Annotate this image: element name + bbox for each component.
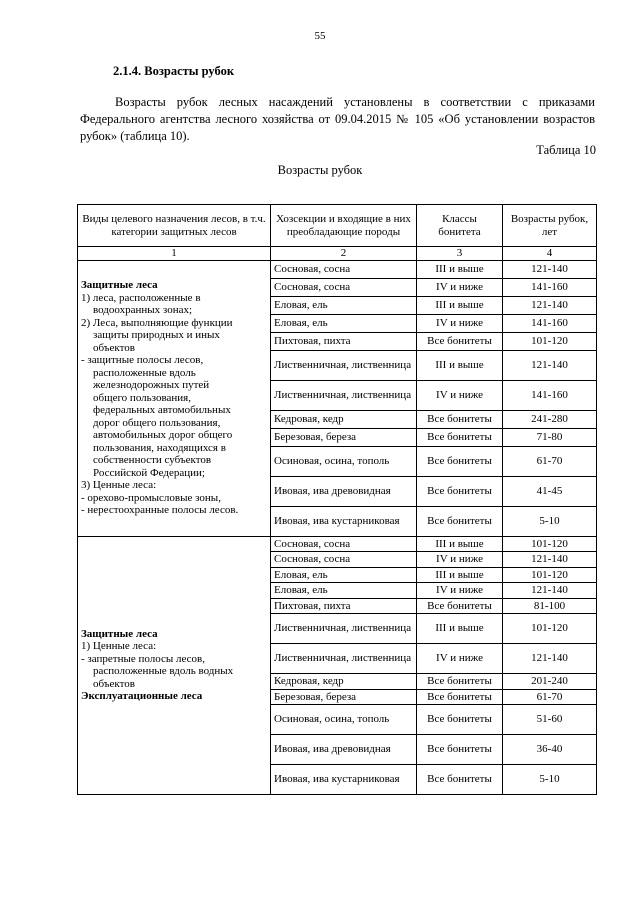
- cutting-age-cell: 101-120: [503, 567, 597, 583]
- column-number: 4: [503, 247, 597, 261]
- species-cell: Еловая, ель: [271, 314, 417, 332]
- header-site-class: Классы бонитета: [417, 205, 503, 247]
- category-item: 1) Ценные леса:: [81, 640, 157, 653]
- column-number: 3: [417, 247, 503, 261]
- site-class-cell: Все бонитеты: [417, 765, 503, 795]
- cutting-age-cell: 51-60: [503, 705, 597, 735]
- site-class-cell: III и выше: [417, 350, 503, 380]
- cutting-age-cell: 81-100: [503, 598, 597, 614]
- cutting-age-cell: 101-120: [503, 614, 597, 644]
- cutting-age-cell: 36-40: [503, 735, 597, 765]
- group2-rows: [78, 536, 597, 795]
- category-item: - защитные полосы лесов,: [81, 354, 204, 367]
- cutting-age-cell: 61-70: [503, 689, 597, 705]
- cutting-age-cell: 121-140: [503, 350, 597, 380]
- species-cell: Сосновая, сосна: [271, 536, 417, 552]
- cutting-ages-table: [77, 204, 597, 795]
- category-item: водоохранных зонах;: [93, 304, 193, 317]
- category-title: Защитные леса: [81, 279, 158, 292]
- category-item: расположенные вдоль водных: [93, 665, 234, 678]
- cutting-age-cell: 141-160: [503, 380, 597, 410]
- species-cell: Кедровая, кедр: [271, 674, 417, 690]
- species-cell: Ивовая, ива кустарниковая: [271, 765, 417, 795]
- species-cell: Лиственничная, лиственница: [271, 644, 417, 674]
- header-species-sections: Хозсекции и входящие в них преобладающие породы: [271, 205, 417, 247]
- site-class-cell: Все бонитеты: [417, 446, 503, 476]
- cutting-age-cell: 101-120: [503, 536, 597, 552]
- species-cell: Ивовая, ива древовидная: [271, 735, 417, 765]
- forest-category-cell: [78, 260, 271, 536]
- category-item: федеральных автомобильных: [93, 404, 231, 417]
- category-item: общего пользования,: [93, 391, 191, 404]
- table-row: [78, 536, 597, 552]
- site-class-cell: IV и ниже: [417, 583, 503, 599]
- forest-category-cell: [78, 536, 271, 795]
- species-cell: Лиственничная, лиственница: [271, 350, 417, 380]
- category-item: 2) Леса, выполняющие функции: [81, 316, 233, 329]
- site-class-cell: Все бонитеты: [417, 674, 503, 690]
- category-item: расположенные вдоль: [93, 366, 196, 379]
- cutting-age-cell: 241-280: [503, 410, 597, 428]
- cutting-age-cell: 101-120: [503, 332, 597, 350]
- cutting-age-cell: 141-160: [503, 314, 597, 332]
- site-class-cell: III и выше: [417, 536, 503, 552]
- cutting-age-cell: 141-160: [503, 278, 597, 296]
- cutting-age-cell: 5-10: [503, 765, 597, 795]
- species-cell: Сосновая, сосна: [271, 278, 417, 296]
- page-number: 55: [314, 30, 326, 42]
- site-class-cell: IV и ниже: [417, 552, 503, 568]
- species-cell: Лиственничная, лиственница: [271, 380, 417, 410]
- category-item: Российской Федерации;: [93, 466, 205, 479]
- site-class-cell: IV и ниже: [417, 644, 503, 674]
- cutting-age-cell: 71-80: [503, 428, 597, 446]
- category-title: Эксплуатационные леса: [81, 690, 203, 703]
- site-class-cell: IV и ниже: [417, 314, 503, 332]
- site-class-cell: Все бонитеты: [417, 476, 503, 506]
- species-cell: Еловая, ель: [271, 583, 417, 599]
- cutting-age-cell: 201-240: [503, 674, 597, 690]
- species-cell: Сосновая, сосна: [271, 260, 417, 278]
- table-row: [78, 260, 597, 278]
- species-cell: Пихтовая, пихта: [271, 332, 417, 350]
- table-number: Таблица 10: [536, 143, 596, 157]
- table-caption: Возрасты рубок: [277, 163, 363, 177]
- species-cell: Еловая, ель: [271, 567, 417, 583]
- header-forest-purpose: Виды целевого назначения лесов, в т.ч. категории защитных лесов: [78, 205, 271, 247]
- cutting-age-cell: 41-45: [503, 476, 597, 506]
- category-item: объектов: [93, 341, 135, 354]
- species-cell: Березовая, береза: [271, 428, 417, 446]
- site-class-cell: Все бонитеты: [417, 506, 503, 536]
- cutting-age-cell: 5-10: [503, 506, 597, 536]
- category-item: - запретные полосы лесов,: [81, 652, 205, 665]
- site-class-cell: Все бонитеты: [417, 598, 503, 614]
- column-number: 2: [271, 247, 417, 261]
- cutting-age-cell: 121-140: [503, 644, 597, 674]
- species-cell: Сосновая, сосна: [271, 552, 417, 568]
- category-item: 1) леса, расположенные в: [81, 291, 201, 304]
- category-title: Защитные леса: [81, 627, 158, 640]
- species-cell: Пихтовая, пихта: [271, 598, 417, 614]
- site-class-cell: Все бонитеты: [417, 735, 503, 765]
- cutting-age-cell: 121-140: [503, 260, 597, 278]
- category-item: объектов: [93, 677, 135, 690]
- intro-paragraph: Возрасты рубок лесных насаждений установлены в соответствии с приказами Федерального агентства лесного хозяйства от 09.04.2015 № 105 «Об установлении возрастов рубок» (таблица 10).: [80, 95, 595, 143]
- species-cell: Лиственничная, лиственница: [271, 614, 417, 644]
- site-class-cell: Все бонитеты: [417, 705, 503, 735]
- category-item: защиты природных и иных: [93, 329, 220, 342]
- species-cell: Еловая, ель: [271, 296, 417, 314]
- cutting-age-cell: 121-140: [503, 296, 597, 314]
- species-cell: Осиновая, осина, тополь: [271, 446, 417, 476]
- site-class-cell: IV и ниже: [417, 278, 503, 296]
- species-cell: Березовая, береза: [271, 689, 417, 705]
- site-class-cell: III и выше: [417, 260, 503, 278]
- site-class-cell: Все бонитеты: [417, 332, 503, 350]
- site-class-cell: III и выше: [417, 296, 503, 314]
- cutting-age-cell: 121-140: [503, 552, 597, 568]
- group1-rows: [78, 260, 597, 536]
- species-cell: Кедровая, кедр: [271, 410, 417, 428]
- category-item: пользования, находящихся в: [93, 441, 226, 454]
- category-item: железнодорожных путей: [93, 379, 210, 392]
- section-heading: 2.1.4. Возрасты рубок: [113, 64, 235, 78]
- species-cell: Осиновая, осина, тополь: [271, 705, 417, 735]
- site-class-cell: IV и ниже: [417, 380, 503, 410]
- column-number: 1: [78, 247, 271, 261]
- category-item: - орехово-промысловые зоны,: [81, 491, 221, 504]
- cutting-age-cell: 121-140: [503, 583, 597, 599]
- category-item: дорог общего пользования,: [93, 416, 221, 429]
- site-class-cell: Все бонитеты: [417, 410, 503, 428]
- category-item: 3) Ценные леса:: [81, 479, 157, 492]
- header-cutting-age: Возрасты рубок, лет: [503, 205, 597, 247]
- category-item: автомобильных дорог общего: [93, 429, 233, 442]
- category-item: собственности субъектов: [93, 454, 212, 467]
- category-item: - нерестоохранные полосы лесов.: [81, 504, 239, 517]
- species-cell: Ивовая, ива древовидная: [271, 476, 417, 506]
- site-class-cell: Все бонитеты: [417, 428, 503, 446]
- site-class-cell: III и выше: [417, 614, 503, 644]
- species-cell: Ивовая, ива кустарниковая: [271, 506, 417, 536]
- cutting-age-cell: 61-70: [503, 446, 597, 476]
- site-class-cell: III и выше: [417, 567, 503, 583]
- site-class-cell: Все бонитеты: [417, 689, 503, 705]
